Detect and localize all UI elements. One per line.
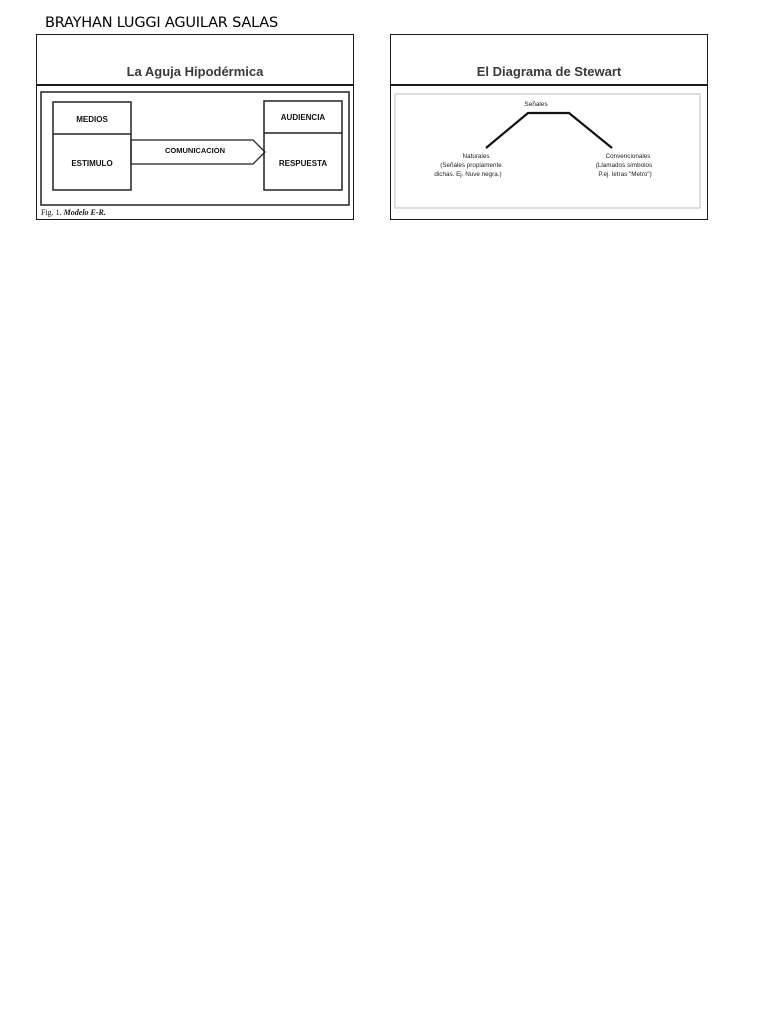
card-aguja-hipodermica — [36, 34, 354, 220]
branch-lines — [486, 113, 612, 148]
respuesta-label: RESPUESTA — [278, 159, 328, 168]
convencionales-line-2: (Llamados símbolos — [595, 162, 653, 169]
card-title: La Aguja Hipodérmica — [126, 64, 264, 79]
card-diagrama-stewart — [390, 34, 708, 220]
naturales-title: Naturales — [462, 153, 490, 160]
card-header — [37, 35, 353, 86]
stewart-diagram — [391, 86, 707, 220]
convencionales-title: Convencionales — [605, 153, 651, 160]
comunicacion-label: COMUNICACION — [165, 146, 225, 155]
estimulo-label: ESTIMULO — [71, 159, 113, 168]
naturales-line-3: dichas. Ej. Nuve negra.) — [434, 171, 502, 178]
convencionales-line-3: P.ej. letras "Metro") — [598, 171, 652, 178]
card-header — [391, 35, 707, 86]
author-name: BRAYHAN LUGGI AGUILAR SALAS — [45, 15, 279, 31]
senales-label: Señales — [524, 101, 548, 108]
diagram-frame — [395, 94, 700, 208]
stimulus-response-diagram — [37, 86, 353, 220]
audiencia-label: AUDIENCIA — [280, 113, 326, 122]
card-body — [37, 86, 353, 219]
medios-label: MEDIOS — [76, 115, 108, 124]
card-body — [391, 86, 707, 219]
card-title: El Diagrama de Stewart — [476, 64, 622, 79]
naturales-line-2: (Señales propiamente — [440, 162, 502, 169]
figure-caption: Fig. 1. Modelo E-R. — [41, 208, 106, 217]
